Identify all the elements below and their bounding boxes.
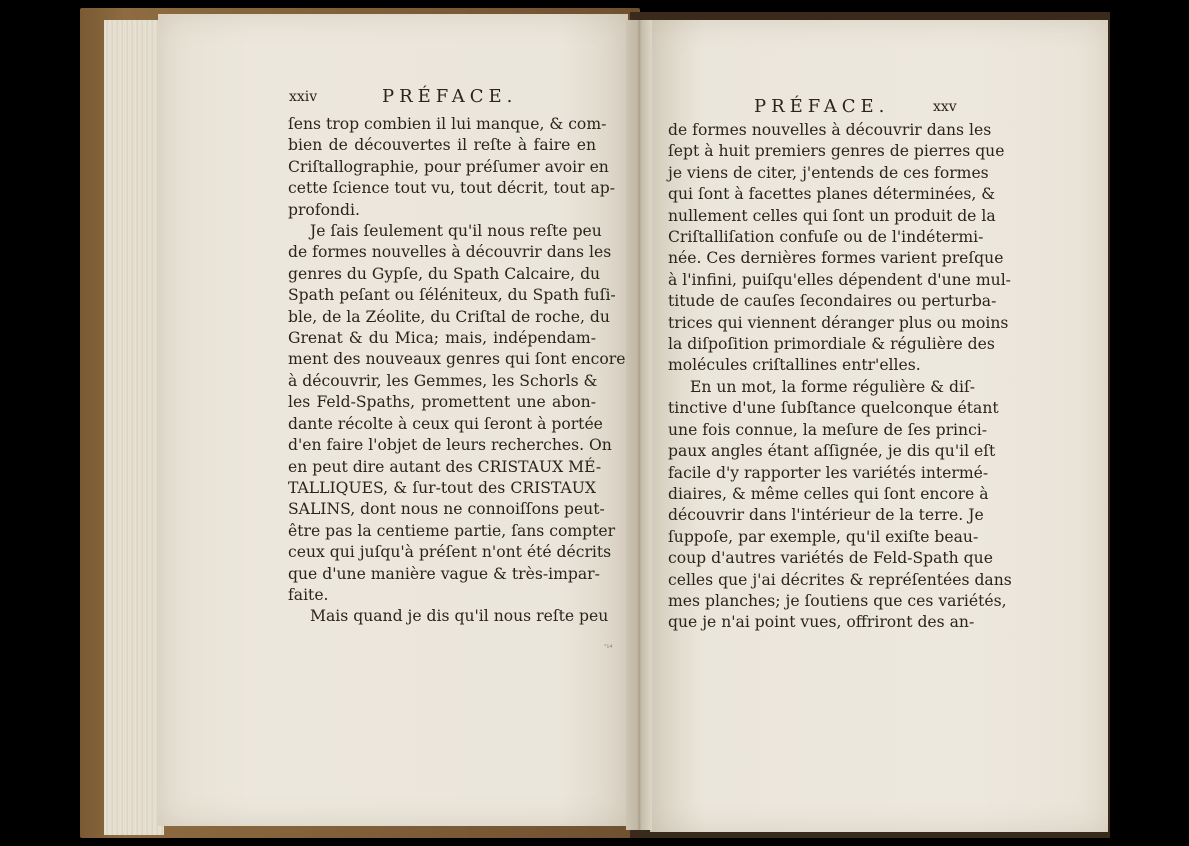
text-line: une fois connue, la meſure de ſes princi-: [668, 420, 988, 439]
text-line: de formes nouvelles à découvrir dans les: [668, 121, 992, 139]
text-line: Criſtallographie, pour préſumer avoir en: [288, 157, 609, 176]
left-running-title: PRÉFACE.: [382, 86, 518, 107]
text-line: ſept à huit premiers genres de pierres que: [668, 142, 1005, 161]
text-line: coup d'autres variétés de Feld-Spath que: [668, 549, 993, 568]
text-line: qui ſont à facettes planes déterminées, &: [668, 185, 996, 204]
text-line: paux angles étant aſſignée, je dis qu'il eſt: [668, 442, 996, 461]
right-page-number: xxv: [933, 99, 957, 115]
text-line: TALLIQUES, & ſur-tout des CRISTAUX: [288, 478, 596, 497]
text-line: en peut dire autant des CRISTAUX MÉ-: [288, 457, 602, 476]
text-line: molécules criſtallines entr'elles.: [668, 356, 921, 375]
text-line: titude de cauſes ſecondaires ou perturba-: [668, 292, 997, 311]
text-line: Grenat & du Mica; mais, indépendam-: [288, 329, 596, 348]
text-line: genres du Gypſe, du Spath Calcaire, du: [288, 264, 601, 283]
text-line: dante récolte à ceux qui ſeront à portée: [288, 414, 603, 433]
text-line: que d'une manière vague & très-impar-: [288, 564, 600, 583]
text-line: faite.: [288, 585, 329, 604]
text-line: celles que j'ai décrites & repréſentées dans: [668, 570, 1012, 589]
text-line: tinctive d'une ſubſtance quelconque étant: [668, 399, 999, 418]
text-line: Criſtalliſation confuſe ou de l'indétermi-: [668, 228, 984, 247]
left-page-number: xxiv: [289, 89, 318, 105]
text-line: je viens de citer, j'entends de ces formes: [668, 163, 989, 182]
text-line: ceux qui juſqu'à préſent n'ont été décrits: [288, 543, 612, 562]
text-line: née. Ces dernières formes varient preſque: [668, 249, 1004, 268]
text-line: mes planches; je ſoutiens que ces variétés,: [668, 591, 1007, 610]
text-line: nullement celles qui ſont un produit de la: [668, 206, 996, 225]
text-line: Spath peſant ou ſéléniteux, du Spath fuſi-: [288, 286, 616, 305]
text-line: Mais quand je dis qu'il nous reſte peu: [310, 607, 609, 626]
stray-mark: '¹⁴: [604, 643, 613, 652]
text-line: ble, de la Zéolite, du Criſtal de roche, du: [288, 307, 610, 326]
text-line: cette ſcience tout vu, tout décrit, tout ap-: [288, 179, 616, 198]
text-line: diaires, & même celles qui ſont encore à: [668, 484, 989, 503]
text-line: les Feld-Spaths, promettent une abon-: [288, 393, 596, 412]
text-line: à découvrir, les Gemmes, les Schorls &: [288, 371, 598, 390]
left-page-text: [288, 114, 626, 628]
text-line: que je n'ai point vues, offriront des an-: [668, 613, 975, 632]
text-line: profondi.: [288, 200, 360, 219]
text-line: à l'infini, puiſqu'elles dépendent d'une mul-: [668, 270, 1011, 289]
text-line: En un mot, la forme régulière & diſ-: [690, 377, 976, 396]
text-line: SALINS, dont nous ne connoiſſons peut-: [288, 500, 605, 519]
right-running-title: PRÉFACE.: [754, 96, 890, 117]
text-line: découvrir dans l'intérieur de la terre. Je: [668, 506, 984, 525]
text-line: bien de découvertes il reſte à faire en: [288, 136, 596, 155]
text-line: ment des nouveaux genres qui ſont encore: [288, 350, 626, 369]
text-line: d'en faire l'objet de leurs recherches. On: [288, 436, 612, 455]
text-line: être pas la centieme partie, ſans compter: [288, 521, 616, 540]
text-line: Je ſais ſeulement qu'il nous reſte peu: [310, 222, 602, 241]
right-page-text: [668, 120, 1012, 634]
text-line: de formes nouvelles à découvrir dans les: [288, 243, 612, 262]
text-line: ſens trop combien il lui manque, & com-: [288, 115, 607, 133]
text-line: ſuppoſe, par exemple, qu'il exiſte beau-: [668, 527, 979, 546]
page-edges: [104, 20, 164, 835]
book-gutter: [626, 20, 652, 830]
text-line: la diſpoſition primordiale & régulière des: [668, 335, 995, 354]
text-line: trices qui viennent déranger plus ou moins: [668, 313, 1009, 332]
text-line: facile d'y rapporter les variétés intermé-: [668, 463, 989, 482]
